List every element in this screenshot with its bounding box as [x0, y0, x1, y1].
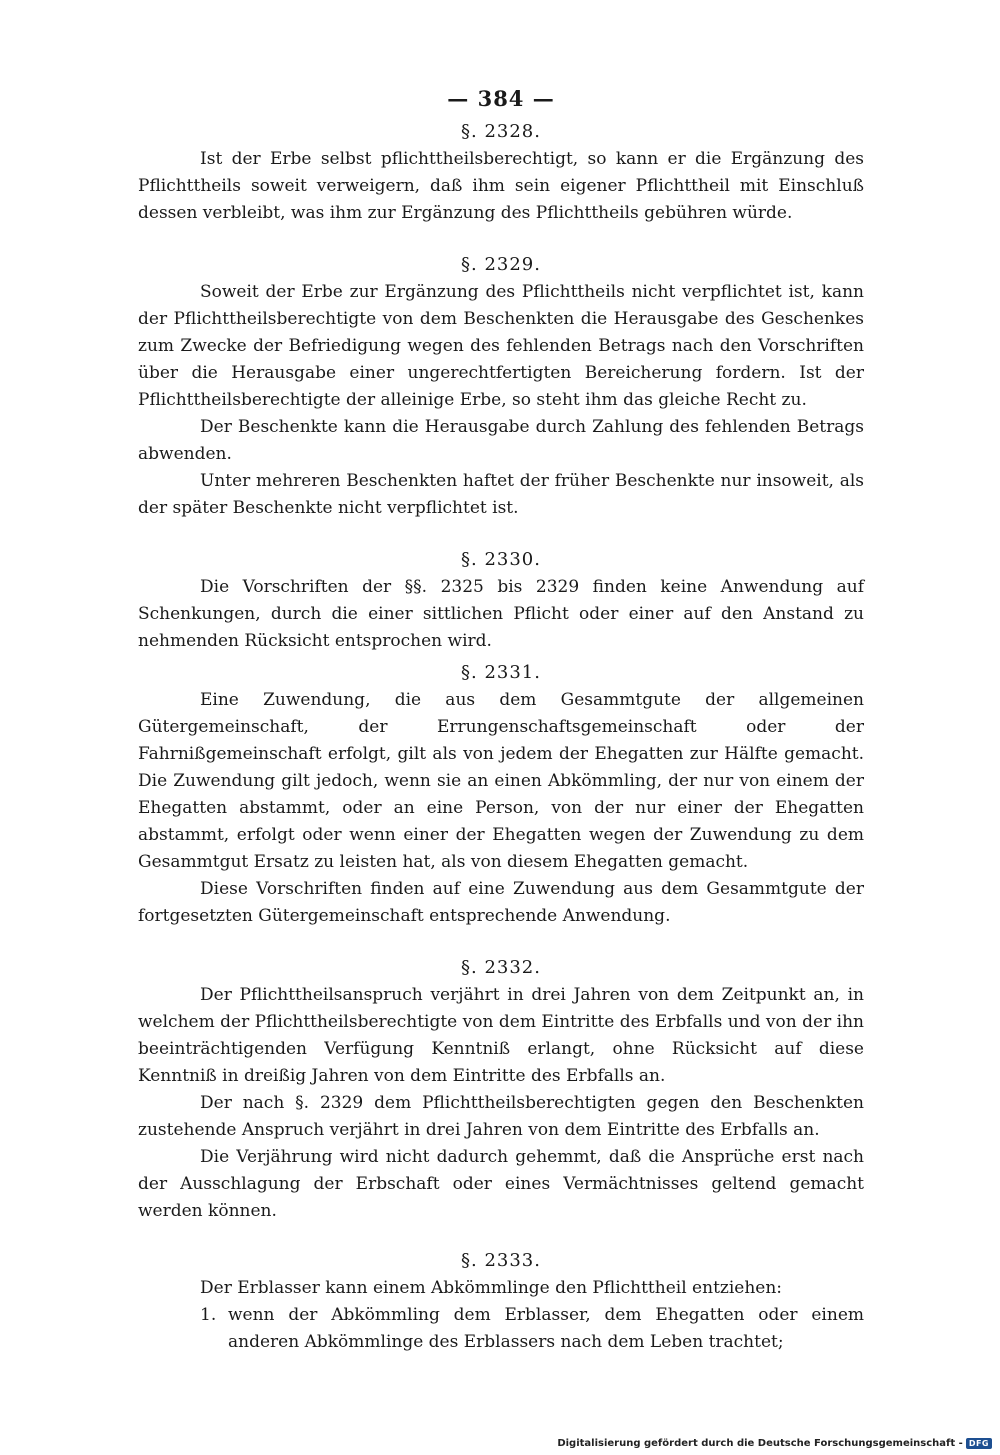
section-2331	[138, 659, 864, 930]
section-2328	[138, 118, 864, 227]
section-heading: §. 2333.	[461, 1250, 541, 1271]
paragraph: Ist der Erbe selbst pflichttheilsberechtigt, so kann er die Ergänzung des Pflichttheils soweit verweigern, daß ihm sein eigener Pflichttheil mit Einschluß dessen verbleibt, was ihm zur Ergänzung des Pflichttheils gebühren würde.	[138, 149, 864, 223]
section-2332	[138, 954, 864, 1225]
list-item-number: 1.	[200, 1305, 217, 1325]
paragraph: Unter mehreren Beschenkten haftet der früher Beschenkte nur insoweit, als der später Beschenkte nicht verpflichtet ist.	[138, 471, 864, 518]
paragraph: Die Verjährung wird nicht dadurch gehemmt, daß die Ansprüche erst nach der Ausschlagung der Erbschaft oder eines Vermächtnisses geltend gemacht werden können.	[138, 1147, 864, 1221]
paragraph: Eine Zuwendung, die aus dem Gesammtgute der allgemeinen Gütergemeinschaft, der Errungenschaftsgemeinschaft oder der Fahrnißgemeinschaft erfolgt, gilt als von jedem der Ehegatten zur Hälfte gemacht. Die Zuwendung gilt jedoch, wenn sie an einen Abkömmling, der nur von einem der Ehegatten abstammt, oder an eine Person, von der nur einer der Ehegatten abstammt, erfolgt oder wenn einer der Ehegatten wegen der Zuwendung zu dem Gesammtgut Ersatz zu leisten hat, als von diesem Ehegatten gemacht.	[138, 690, 864, 872]
list-item-text: wenn der Abkömmling dem Erblasser, dem Ehegatten oder einem anderen Abkömmlinge des Erblassers nach dem Leben trachtet;	[228, 1305, 864, 1352]
paragraph: Der Beschenkte kann die Herausgabe durch Zahlung des fehlenden Betrags abwenden.	[138, 417, 864, 464]
section-heading: §. 2330.	[461, 549, 541, 570]
section-heading: §. 2332.	[461, 957, 541, 978]
document-page	[138, 84, 864, 1356]
paragraph: Soweit der Erbe zur Ergänzung des Pflichttheils nicht verpflichtet ist, kann der Pflichttheilsberechtigte von dem Beschenkten die Herausgabe des Geschenkes zum Zwecke der Befriedigung wegen des fehlenden Betrags nach den Vorschriften über die Herausgabe einer ungerechtfertigten Bereicherung fordern. Ist der Pflichttheilsberechtigte der alleinige Erbe, so steht ihm das gleiche Recht zu.	[138, 282, 864, 410]
section-2333	[138, 1247, 864, 1356]
section-heading: §. 2328.	[461, 121, 541, 142]
list-item	[200, 1302, 864, 1356]
section-2330	[138, 546, 864, 655]
paragraph: Diese Vorschriften finden auf eine Zuwendung aus dem Gesammtgute der fortgesetzten Gütergemeinschaft entsprechende Anwendung.	[138, 879, 864, 926]
dfg-logo: DFG	[966, 1438, 992, 1449]
section-2329	[138, 251, 864, 522]
paragraph: Der Pflichttheilsanspruch verjährt in drei Jahren von dem Zeitpunkt an, in welchem der Pflichttheilsberechtigte von dem Eintritte des Erbfalls und von der ihn beeinträchtigenden Verfügung Kenntniß erlangt, ohne Rücksicht auf diese Kenntniß in dreißig Jahren von dem Eintritte des Erbfalls an.	[138, 985, 864, 1086]
paragraph: Der nach §. 2329 dem Pflichttheilsberechtigten gegen den Beschenkten zustehende Anspruch verjährt in drei Jahren von dem Eintritte des Erbfalls an.	[138, 1093, 864, 1140]
section-heading: §. 2329.	[461, 254, 541, 275]
page-number: — 384 —	[447, 86, 555, 111]
digitization-footer	[557, 1438, 992, 1449]
footer-text: Digitalisierung gefördert durch die Deutsche Forschungsgemeinschaft -	[557, 1438, 963, 1449]
paragraph: Die Vorschriften der §§. 2325 bis 2329 finden keine Anwendung auf Schenkungen, durch die einer sittlichen Pflicht oder einer auf den Anstand zu nehmenden Rücksicht entsprochen wird.	[138, 577, 864, 651]
paragraph: Der Erblasser kann einem Abkömmlinge den Pflichttheil entziehen:	[200, 1278, 783, 1298]
section-heading: §. 2331.	[461, 662, 541, 683]
